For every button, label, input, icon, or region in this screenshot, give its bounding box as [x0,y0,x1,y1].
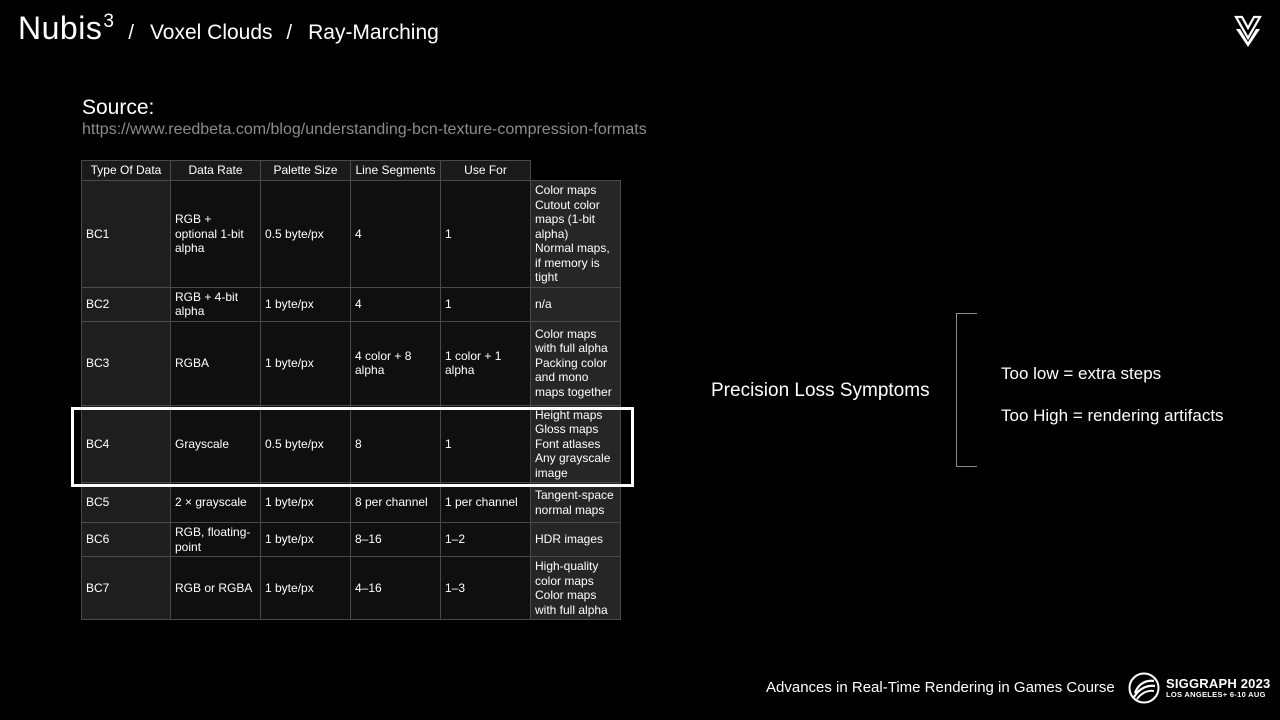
header-line-segments: Line Segments [351,161,441,181]
segments-cell: 1 [441,181,531,288]
use-for-item: Packing color and mono maps together [535,355,612,399]
format-cell: BC1 [82,181,171,288]
header-use-for: Use For [441,161,531,181]
segments-cell: 1 color + 1 alpha [441,321,531,405]
use-for-item: Color maps [535,183,597,197]
table-row [82,523,621,557]
breadcrumb-separator: / [286,22,293,44]
siggraph-logo-icon [1128,672,1160,704]
palette-cell: 8 per channel [351,483,441,523]
use-for-item: HDR images [535,532,604,547]
use-for-item: Normal maps, if memory is tight [535,241,610,284]
symptom-too-high: Too High = rendering artifacts [1001,406,1224,425]
use-for-item: Any grayscale image [535,451,611,480]
rate-cell: 1 byte/px [261,523,351,557]
table-row [82,287,621,321]
type-cell: RGB or RGBA [171,557,261,620]
breadcrumb [18,10,439,60]
palette-cell: 4 color + 8 alpha [351,321,441,405]
use-for-item: Tangent-space normal maps [535,488,614,517]
table-row [82,557,621,620]
precision-loss-title: Precision Loss Symptoms [711,380,930,401]
type-cell: Grayscale [171,405,261,483]
breadcrumb-separator: / [128,22,134,44]
palette-cell: 4 [351,287,441,321]
table-row [82,181,621,288]
table-header-row [82,161,621,181]
studio-logo-icon [1234,14,1262,48]
use-for-item: Height maps [535,407,603,422]
header-palette-size: Palette Size [261,161,351,181]
header-empty [531,161,621,181]
use-for-cell [531,287,621,321]
palette-cell: 8 [351,405,441,483]
type-cell: 2 × grayscale [171,483,261,523]
use-for-item: Color maps with full alpha [535,588,608,617]
format-cell: BC7 [82,557,171,620]
bc4-highlight-box [71,407,634,487]
use-for-cell [531,181,621,288]
use-for-item: Gloss maps [535,422,599,436]
type-cell: RGB + 4-bit alpha [171,287,261,321]
segments-cell: 1–2 [441,523,531,557]
use-for-cell [531,483,621,523]
rate-cell: 1 byte/px [261,557,351,620]
use-for-cell [531,321,621,405]
use-for-cell [531,523,621,557]
type-cell: RGB, floating-point [171,523,261,557]
format-cell: BC3 [82,321,171,405]
format-cell: BC2 [82,287,171,321]
table-row [82,321,621,405]
use-for-item: Cutout color maps (1-bit alpha) [535,197,600,241]
bracket-divider [956,313,977,467]
use-for-cell [531,557,621,620]
source-url: https://www.reedbeta.com/blog/understanding-bcn-texture-compression-formats [82,121,647,138]
segments-cell: 1 [441,287,531,321]
use-for-item: Color maps with full alpha [535,326,608,356]
segments-cell: 1–3 [441,557,531,620]
header-data-rate: Data Rate [171,161,261,181]
symptom-too-low: Too low = extra steps [1001,364,1162,383]
format-cell: BC4 [82,405,171,483]
type-cell: RGBA [171,321,261,405]
conference-location: LOS ANGELES+ 6-10 AUG [1166,690,1266,699]
rate-cell: 0.5 byte/px [261,181,351,288]
palette-cell: 4 [351,181,441,288]
type-cell: RGB + optional 1-bit alpha [171,181,261,288]
source-label: Source: [82,96,155,119]
rate-cell: 1 byte/px [261,483,351,523]
table-row [82,483,621,523]
course-title: Advances in Real-Time Rendering in Games Course [766,679,1115,696]
brand-title: Nubis$^3$ [18,10,115,46]
use-for-item: High-quality color maps [535,559,599,588]
rate-cell: 0.5 byte/px [261,405,351,483]
rate-cell: 1 byte/px [261,321,351,405]
breadcrumb-voxel-clouds: Voxel Clouds [149,21,273,44]
segments-cell: 1 [441,405,531,483]
breadcrumb-ray-marching: Ray-Marching [308,21,439,44]
palette-cell: 4–16 [351,557,441,620]
segments-cell: 1 per channel [441,483,531,523]
use-for-item: n/a [535,296,552,311]
conference-name: SIGGRAPH 2023 [1166,676,1271,691]
rate-cell: 1 byte/px [261,287,351,321]
header-type-of-data: Type Of Data [82,161,171,181]
format-cell: BC5 [82,483,171,523]
bcn-format-table [81,160,621,620]
palette-cell: 8–16 [351,523,441,557]
format-cell: BC6 [82,523,171,557]
use-for-item: Font atlases [535,436,601,451]
